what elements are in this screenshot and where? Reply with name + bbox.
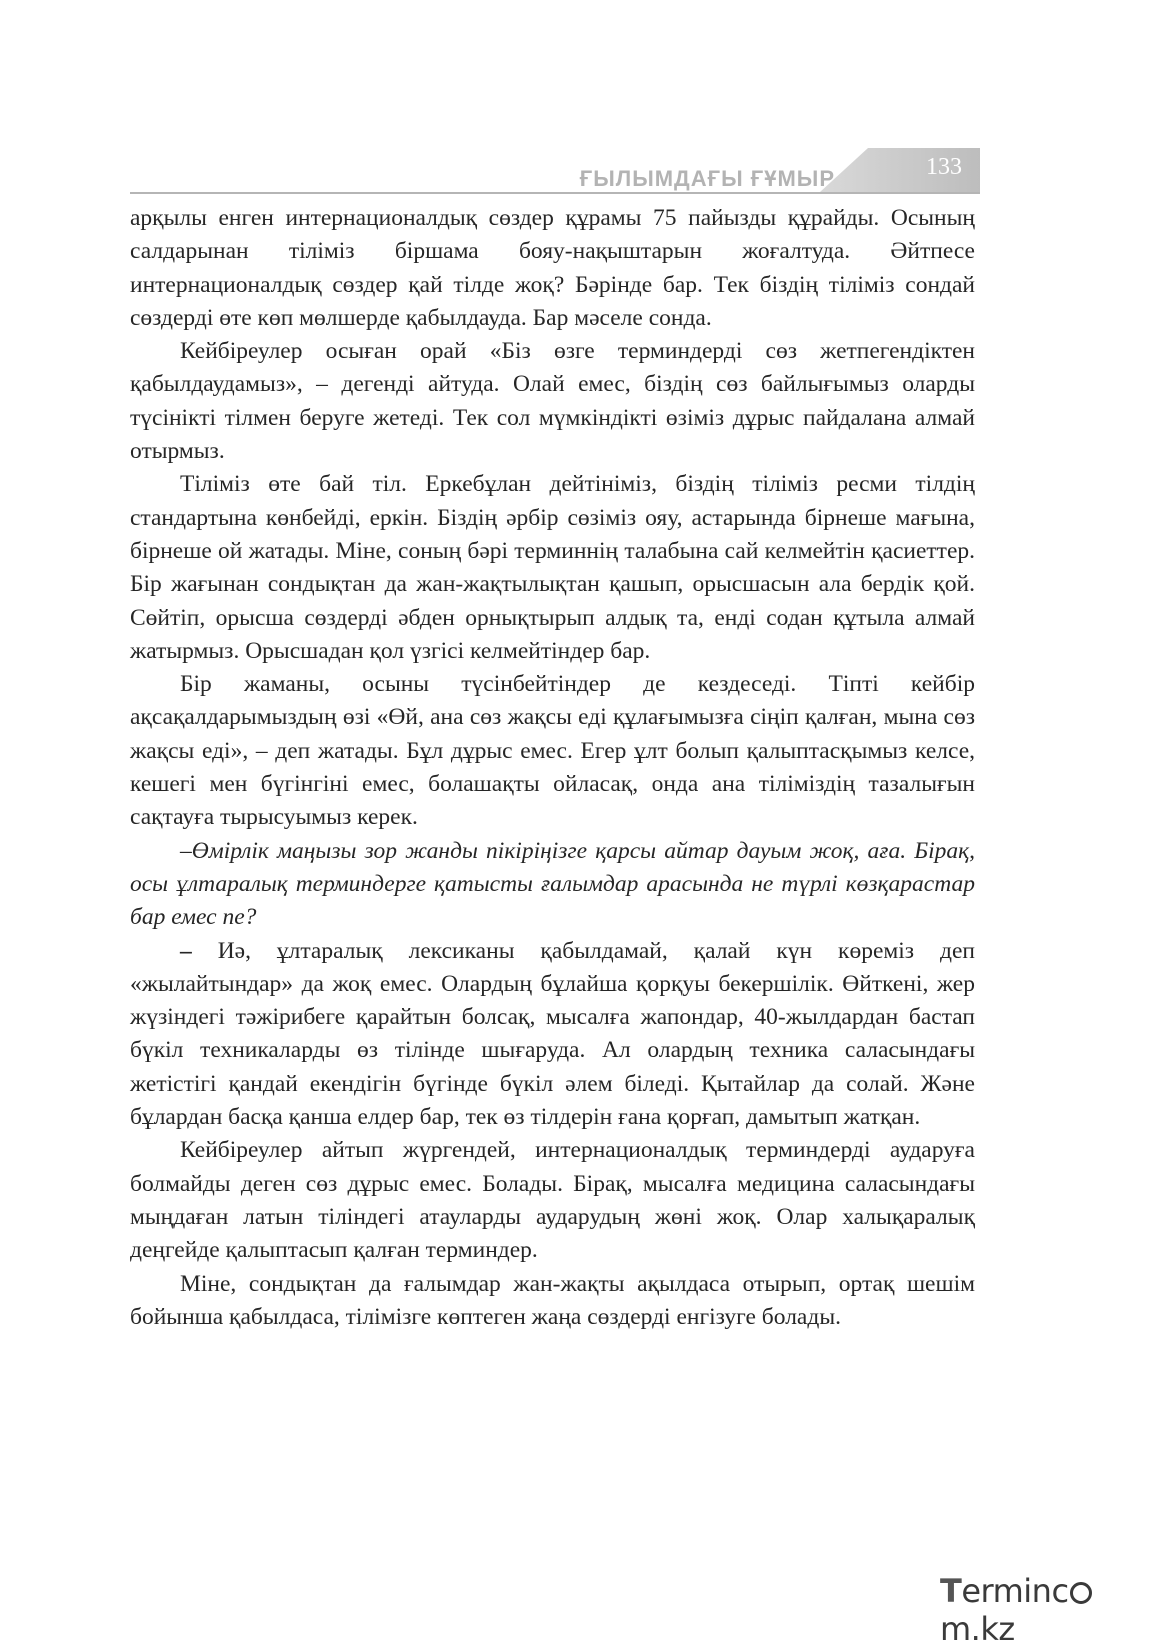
- paragraph-4: Бір жаманы, осыны түсінбейтіндер де кездеседі. Тіпті кейбір ақсақалдарымыздың өзі «Өй, ана сөз жақсы еді құлағымызға сіңіп қалған, мына сөз жақсы еді», – деп жатады. Бұл дұрыс емес. Егер ұлт болып қалыптасқымыз келсе, кешегі мен бүгінгіні емес, болашақты ойласақ, онда ана тіліміздің тазалығын сақтауға тырысуымыз керек.: [130, 671, 975, 831]
- watermark-text-end: m.kz: [940, 1610, 1015, 1648]
- watermark-letter-t: T: [940, 1572, 962, 1610]
- watermark-text-middle: erminc: [961, 1572, 1069, 1610]
- interview-answer: [130, 935, 975, 1135]
- answer-dash: –: [180, 937, 192, 964]
- interview-question: –Өмірлік маңызы зор жанды пікіріңізге қарсы айтар дауым жоқ, аға. Бірақ, осы ұлтаралық терминдерге қатысты ғалымдар арасында не түрлі көзқарастар бар емес пе?: [130, 837, 975, 931]
- paragraph-8: Міне, сондықтан да ғалымдар жан-жақты ақылдаса отырып, ортақ шешім бойынша қабылдаса, тілімізге көптеген жаңа сөздерді енгізуге болады.: [130, 1270, 975, 1330]
- page-header: [130, 148, 980, 198]
- page-number-tab: [820, 148, 980, 192]
- running-head-title: ҒЫЛЫМДАҒЫ ҒҰМЫР: [579, 166, 835, 191]
- header-rule: [130, 192, 980, 194]
- paragraph-2: Кейбіреулер осыған орай «Біз өзге терминдерді сөз жетпегендіктен қабылдаудамыз», – дегенді айтуда. Олай емес, біздің сөз байлығымыз оларды түсінікті тілмен беруге жетеді. Тек сол мүмкіндікті өзіміз дұрыс пайдалана алмай отырмыз.: [130, 338, 975, 465]
- answer-text: Иә, ұлтаралық лексиканы қабылдамай, қалай күн көреміз деп «жылайтындар» да жоқ емес. Олардың бұлайша қорқуы бекершілік. Өйткені, жер жүзіндегі тәжірибеге қарайтын болсақ, мысалға жапондар, 40-жылдардан бастап бүкіл техникаларды өз тілінде шығаруда. Ал олардың техника саласындағы жетістігі қандай екендігін бүгінде бүкіл әлем біледі. Қытайлар да солай. Және бұлардан басқа қанша елдер бар, тек өз тілдерін ғана қорғап, дамытып жатқан.: [130, 937, 975, 1131]
- paragraph-7: Кейбіреулер айтып жүргендей, интернационалдық терминдерді аударуға болмайды деген сөз дұрыс емес. Болады. Бірақ, мысалға медицина саласындағы мыңдаған латын тіліндегі атауларды аударудың жөні жоқ. Олар халықаралық деңгейде қалыптасып қалған терминдер.: [130, 1137, 975, 1264]
- article-body: [130, 202, 975, 1334]
- paragraph-1: арқылы енген интернационалдық сөздер құрамы 75 пайызды құрайды. Осының салдарынан тіліміз біршама бояу-нақыштарын жоғалтуда. Әйтпесе интернационалдық сөздер қай тілде жоқ? Бәрінде бар. Тек біздің тіліміз сондай сөздерді өте көп мөлшерде қабылдауда. Бар мәселе сонда.: [130, 205, 975, 331]
- paragraph-3: Тіліміз өте бай тіл. Еркебұлан дейтініміз, біздің тіліміз ресми тілдің стандартына көнбейді, еркін. Біздің әрбір сөзіміз ояу, астарында бірнеше мағына, бірнеше ой жатады. Міне, соның бәрі терминнің талабына сай келмейтін қасиеттер. Бір жағынан сондықтан да жан-жақтылықтан қашып, орысшасын ала бердік қой. Сөйтіп, орысша сөздерді әбден орнықтырып алдық та, енді содан құтыла алмай жатырмыз. Орысшадан қол үзгісі келмейтіндер бар.: [130, 471, 975, 664]
- magnifier-o-icon: [1070, 1582, 1092, 1604]
- page-number: 133: [926, 154, 962, 180]
